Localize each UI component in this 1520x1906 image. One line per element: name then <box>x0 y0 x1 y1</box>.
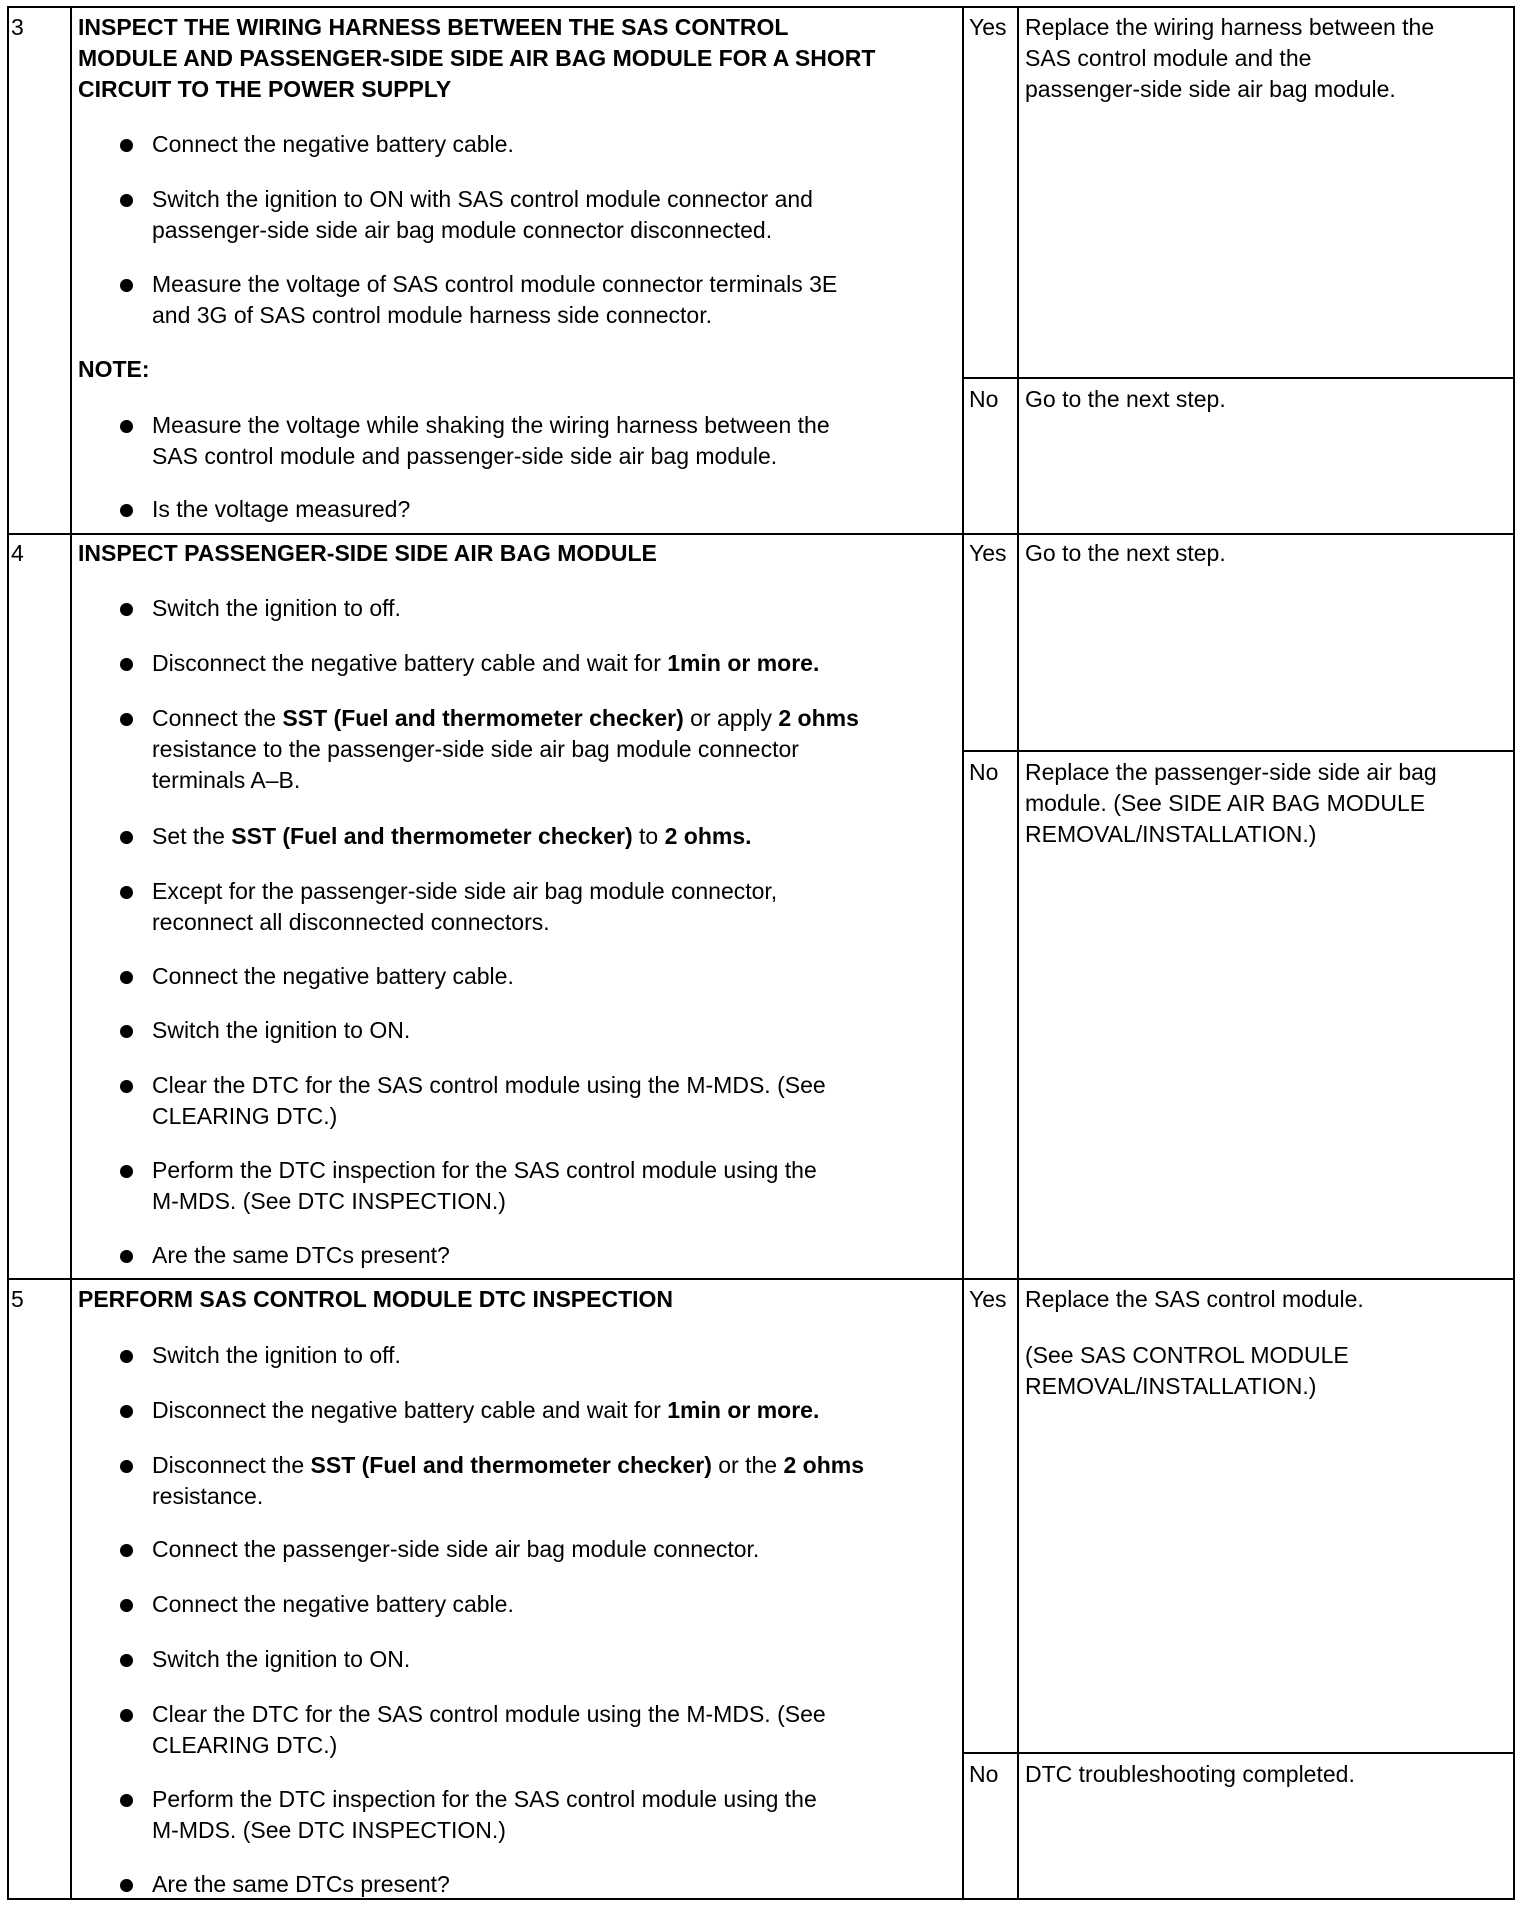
bullet-dot <box>120 1250 133 1263</box>
no-action: Replace the passenger-side side air bag module. (See SIDE AIR BAG MODULE REMOVAL/INSTALLATION.) <box>1025 759 1437 847</box>
yes-no-divider <box>962 377 1515 379</box>
bullet-dot <box>120 1599 133 1612</box>
no-label: No <box>969 386 999 412</box>
column-divider-check <box>962 6 964 1900</box>
bullet-dot <box>120 1405 133 1418</box>
bullet-text: Switch the ignition to ON. <box>152 1646 411 1672</box>
bullet-text: Switch the ignition to off. <box>152 1342 401 1368</box>
column-divider-result <box>1017 6 1019 1900</box>
step-number: 3 <box>11 14 24 40</box>
step-title: PERFORM SAS CONTROL MODULE DTC INSPECTION <box>78 1286 674 1312</box>
bullet-dot <box>120 603 133 616</box>
bullet-dot <box>120 886 133 899</box>
table-border-left <box>7 6 9 1900</box>
bullet-text: Is the voltage measured? <box>152 496 411 522</box>
bullet-dot <box>120 1544 133 1557</box>
table-border-right <box>1513 6 1515 1900</box>
no-action: DTC troubleshooting completed. <box>1025 1761 1355 1787</box>
bullet-dot <box>120 1879 133 1892</box>
bullet-text: Perform the DTC inspection for the SAS control module using the M-MDS. (See DTC INSPECTION.) <box>152 1786 817 1843</box>
bullet-text: Set the SST (Fuel and thermometer checker) to 2 ohms. <box>152 823 752 849</box>
no-label: No <box>969 1761 999 1787</box>
bullet-text: Measure the voltage while shaking the wiring harness between the SAS control module and passenger-side side air bag module. <box>152 412 830 469</box>
bullet-text: Connect the negative battery cable. <box>152 963 514 989</box>
bullet-text: Disconnect the SST (Fuel and thermometer checker) or the 2 ohms resistance. <box>152 1452 865 1509</box>
bullet-dot <box>120 1080 133 1093</box>
bullet-dot <box>120 1165 133 1178</box>
step-title: INSPECT THE WIRING HARNESS BETWEEN THE SAS CONTROL MODULE AND PASSENGER-SIDE SIDE AIR BAG MODULE FOR A SHORT CIRCUIT TO THE POWER SUPPLY <box>78 14 876 102</box>
no-action: Go to the next step. <box>1025 386 1226 412</box>
bullet-text: Switch the ignition to ON. <box>152 1017 411 1043</box>
column-divider-step <box>70 6 72 1900</box>
bullet-dot <box>120 139 133 152</box>
step-number: 5 <box>11 1286 24 1312</box>
yes-label: Yes <box>969 540 1007 566</box>
bullet-text: Connect the negative battery cable. <box>152 131 514 157</box>
yes-action: Replace the wiring harness between the SAS control module and the passenger-side side air bag module. <box>1025 14 1435 102</box>
bullet-text: Perform the DTC inspection for the SAS control module using the M-MDS. (See DTC INSPECTION.) <box>152 1157 817 1214</box>
bullet-text: Measure the voltage of SAS control module connector terminals 3E and 3G of SAS control module harness side connector. <box>152 271 838 328</box>
bullet-dot <box>120 1709 133 1722</box>
yes-label: Yes <box>969 1286 1007 1312</box>
bullet-dot <box>120 658 133 671</box>
bullet-dot <box>120 1460 133 1473</box>
row-divider <box>7 1278 1515 1280</box>
bullet-text: Are the same DTCs present? <box>152 1242 450 1268</box>
yes-action: Go to the next step. <box>1025 540 1226 566</box>
bullet-text: Switch the ignition to ON with SAS control module connector and passenger-side side air bag module connector disconnected. <box>152 186 813 243</box>
bullet-dot <box>120 971 133 984</box>
step-title: INSPECT PASSENGER-SIDE SIDE AIR BAG MODULE <box>78 540 657 566</box>
bullet-text: Clear the DTC for the SAS control module using the M-MDS. (See CLEARING DTC.) <box>152 1701 826 1758</box>
bullet-dot <box>120 1025 133 1038</box>
bullet-dot <box>120 420 133 433</box>
yes-action: Replace the SAS control module. <box>1025 1286 1364 1312</box>
bullet-text: Connect the negative battery cable. <box>152 1591 514 1617</box>
step-number: 4 <box>11 540 24 566</box>
bullet-dot <box>120 1654 133 1667</box>
note-label: NOTE: <box>78 356 150 382</box>
bullet-text: Connect the passenger-side side air bag module connector. <box>152 1536 760 1562</box>
bullet-dot <box>120 831 133 844</box>
bullet-dot <box>120 1794 133 1807</box>
bullet-dot <box>120 194 133 207</box>
bullet-text: Disconnect the negative battery cable and wait for 1min or more. <box>152 1397 820 1423</box>
bullet-dot <box>120 279 133 292</box>
bullet-text: Disconnect the negative battery cable and wait for 1min or more. <box>152 650 820 676</box>
no-label: No <box>969 759 999 785</box>
bullet-text: Clear the DTC for the SAS control module using the M-MDS. (See CLEARING DTC.) <box>152 1072 826 1129</box>
yes-no-divider <box>962 750 1515 752</box>
table-border-top <box>7 6 1515 8</box>
bullet-dot <box>120 713 133 726</box>
bullet-text: Switch the ignition to off. <box>152 595 401 621</box>
bullet-dot <box>120 504 133 517</box>
bullet-dot <box>120 1350 133 1363</box>
yes-label: Yes <box>969 14 1007 40</box>
yes-action-reference: (See SAS CONTROL MODULE REMOVAL/INSTALLATION.) <box>1025 1342 1349 1399</box>
row-divider <box>7 533 1515 535</box>
yes-no-divider <box>962 1752 1515 1754</box>
bullet-text: Are the same DTCs present? <box>152 1871 450 1897</box>
bullet-text: Except for the passenger-side side air bag module connector, reconnect all disconnected connectors. <box>152 878 778 935</box>
bullet-text: Connect the SST (Fuel and thermometer checker) or apply 2 ohms resistance to the passenger-side side air bag module connector terminals A–B. <box>152 705 859 793</box>
